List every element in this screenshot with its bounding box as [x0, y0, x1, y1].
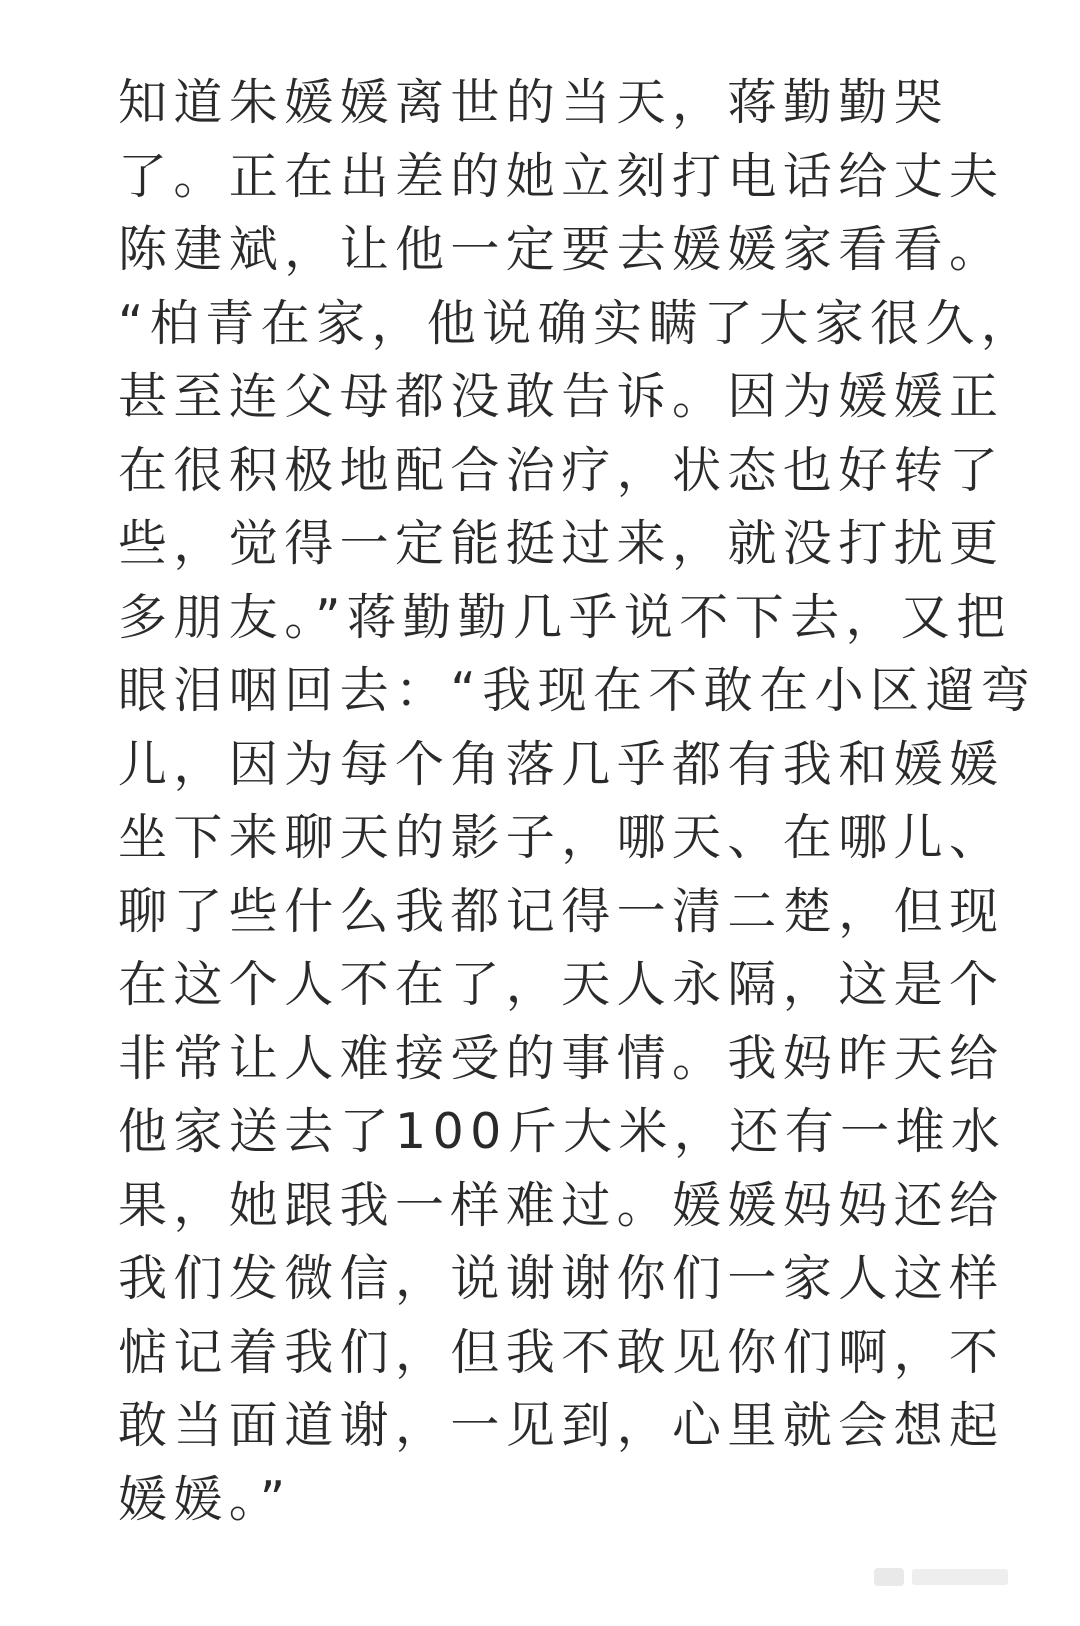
article-line-14: 非常让人难接受的事情。我妈昨天给	[118, 1029, 1005, 1087]
article-line-2: 了。正在出差的她立刻打电话给丈夫	[118, 147, 1005, 205]
article-line-20: 媛媛。”	[118, 1470, 292, 1528]
article-line-7: 些，觉得一定能挺过来，就没打扰更	[118, 515, 1005, 572]
article-line-11: 坐下来聊天的影子，哪天、在哪儿、	[118, 809, 1005, 866]
watermark	[874, 1568, 1008, 1586]
article-line-17: 我们发微信，说谢谢你们一家人这样	[118, 1250, 1005, 1307]
article-line-12: 聊了些什么我都记得一清二楚，但现	[118, 882, 1005, 940]
article-line-13: 在这个人不在了，天人永隔，这是个	[118, 956, 1005, 1013]
article-line-5: 甚至连父母都没敢告诉。因为媛媛正	[118, 368, 1005, 425]
article-line-9: 眼泪咽回去：“我现在不敢在小区遛弯	[118, 662, 1037, 719]
article-line-10: 儿，因为每个角落几乎都有我和媛媛	[118, 735, 1005, 793]
article-line-16: 果，她跟我一样难过。媛媛妈妈还给	[118, 1176, 1005, 1234]
article-line-8: 多朋友。”蒋勤勤几乎说不下去，又把	[118, 588, 1012, 646]
article-line-19: 敢当面道谢，一见到，心里就会想起	[118, 1397, 1005, 1454]
article-line-18: 惦记着我们，但我不敢见你们啊，不	[118, 1323, 1005, 1381]
article-line-1: 知道朱媛媛离世的当天，蒋勤勤哭	[118, 74, 950, 131]
article-line-15: 他家送去了100斤大米，还有一堆水	[118, 1103, 1007, 1160]
article-line-6: 在很积极地配合治疗，状态也好转了	[118, 441, 1005, 499]
watermark-logo-icon	[874, 1568, 904, 1586]
watermark-text-mark	[912, 1569, 1008, 1585]
article-line-4: “柏青在家，他说确实瞒了大家很久，	[118, 294, 1037, 352]
article-body	[118, 66, 1037, 1536]
article-line-3: 陈建斌，让他一定要去媛媛家看看。	[118, 221, 1005, 278]
